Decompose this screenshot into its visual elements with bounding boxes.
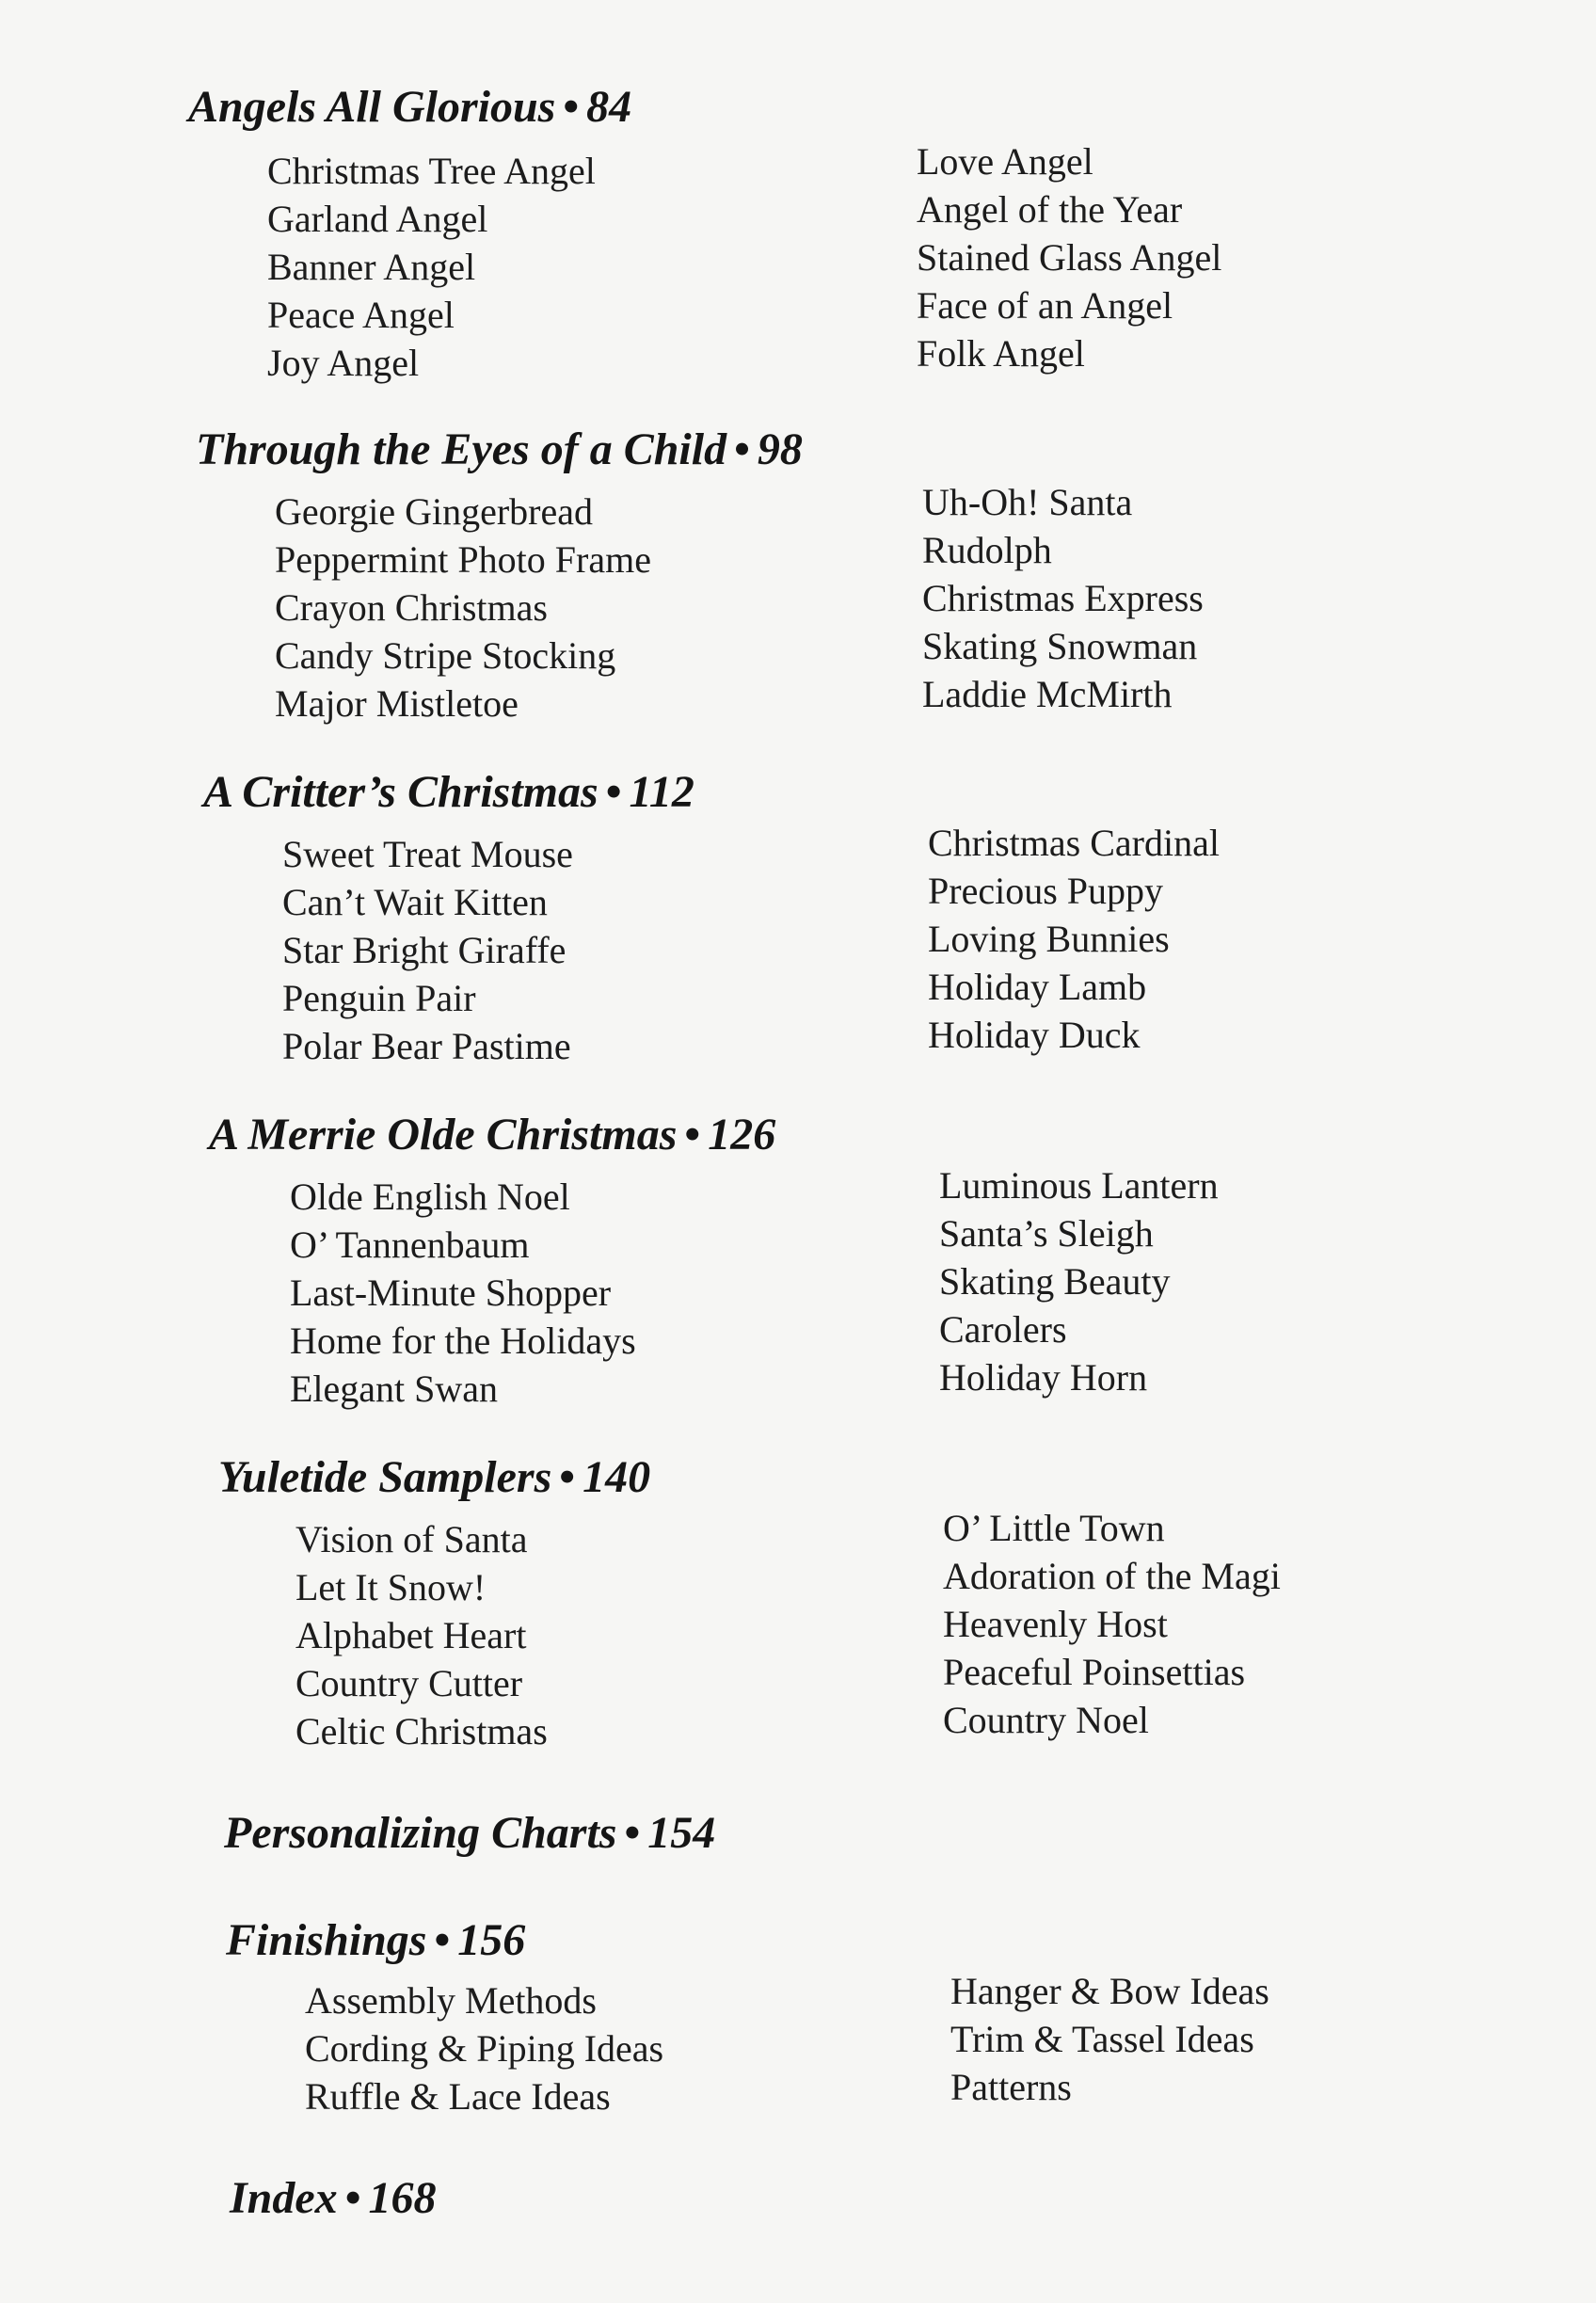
list-item: Star Bright Giraffe bbox=[282, 929, 567, 971]
list-item: Angel of the Year bbox=[917, 188, 1183, 231]
list-item: Love Angel bbox=[917, 140, 1093, 183]
section-heading[interactable] bbox=[203, 766, 694, 819]
list-item: Olde English Noel bbox=[290, 1175, 570, 1218]
section-title: Yuletide Samplers bbox=[218, 1452, 552, 1502]
right-item-list bbox=[943, 1504, 1281, 1744]
page-number: 156 bbox=[457, 1915, 526, 1965]
list-item: Adoration of the Magi bbox=[943, 1555, 1281, 1597]
list-item: Peppermint Photo Frame bbox=[275, 538, 651, 581]
list-item: Ruffle & Lace Ideas bbox=[305, 2075, 611, 2118]
list-item: Laddie McMirth bbox=[922, 673, 1173, 715]
list-item: Assembly Methods bbox=[305, 1979, 597, 2022]
section-title: A Merrie Olde Christmas bbox=[209, 1110, 678, 1159]
section-title: Through the Eyes of a Child bbox=[196, 424, 727, 474]
list-item: Trim & Tassel Ideas bbox=[950, 2018, 1254, 2060]
bullet-separator: • bbox=[559, 1452, 576, 1502]
section-heading[interactable] bbox=[230, 2172, 437, 2225]
list-item: Garland Angel bbox=[267, 198, 488, 240]
list-item: Christmas Cardinal bbox=[928, 822, 1220, 864]
page-number: 98 bbox=[757, 424, 803, 474]
section-heading[interactable] bbox=[196, 424, 803, 476]
list-item: Patterns bbox=[950, 2066, 1072, 2108]
list-item: Candy Stripe Stocking bbox=[275, 634, 616, 677]
list-item: Alphabet Heart bbox=[295, 1614, 527, 1656]
page-number: 112 bbox=[629, 767, 694, 817]
section-heading[interactable] bbox=[226, 1914, 525, 1967]
right-item-list bbox=[928, 819, 1220, 1059]
list-item: O’ Tannenbaum bbox=[290, 1223, 530, 1266]
section-title: A Critter’s Christmas bbox=[203, 767, 598, 817]
list-item: Polar Bear Pastime bbox=[282, 1025, 571, 1067]
list-item: Uh-Oh! Santa bbox=[922, 481, 1133, 523]
right-item-list bbox=[922, 478, 1204, 718]
list-item: Crayon Christmas bbox=[275, 586, 548, 629]
left-item-list bbox=[282, 830, 573, 1070]
bullet-separator: • bbox=[563, 82, 580, 132]
bullet-separator: • bbox=[434, 1915, 451, 1965]
left-item-list bbox=[295, 1515, 548, 1755]
bullet-separator: • bbox=[605, 767, 622, 817]
list-item: Elegant Swan bbox=[290, 1367, 499, 1410]
list-item: Vision of Santa bbox=[295, 1518, 528, 1560]
list-item: Penguin Pair bbox=[282, 977, 476, 1019]
section-title: Personalizing Charts bbox=[224, 1808, 617, 1858]
page-number: 126 bbox=[708, 1110, 776, 1159]
list-item: Can’t Wait Kitten bbox=[282, 881, 548, 923]
section-heading[interactable] bbox=[218, 1451, 650, 1504]
list-item: Skating Snowman bbox=[922, 625, 1198, 667]
list-item: Rudolph bbox=[922, 529, 1052, 571]
bullet-separator: • bbox=[684, 1110, 701, 1159]
list-item: Christmas Express bbox=[922, 577, 1204, 619]
section-title: Index bbox=[230, 2173, 338, 2223]
list-item: Celtic Christmas bbox=[295, 1710, 548, 1752]
list-item: Country Noel bbox=[943, 1699, 1149, 1741]
list-item: Major Mistletoe bbox=[275, 682, 519, 725]
section-heading[interactable] bbox=[224, 1807, 715, 1860]
list-item: Skating Beauty bbox=[939, 1260, 1171, 1303]
page-number: 154 bbox=[647, 1808, 716, 1858]
list-item: Folk Angel bbox=[917, 332, 1085, 375]
page-number: 168 bbox=[368, 2173, 437, 2223]
list-item: Loving Bunnies bbox=[928, 918, 1170, 960]
left-item-list bbox=[305, 1976, 663, 2120]
list-item: Holiday Lamb bbox=[928, 966, 1147, 1008]
list-item: O’ Little Town bbox=[943, 1507, 1165, 1549]
left-item-list bbox=[290, 1173, 636, 1413]
bullet-separator: • bbox=[734, 424, 750, 474]
page-number: 84 bbox=[586, 82, 632, 132]
list-item: Peace Angel bbox=[267, 294, 455, 336]
list-item: Let It Snow! bbox=[295, 1566, 487, 1608]
list-item: Heavenly Host bbox=[943, 1603, 1168, 1645]
list-item: Luminous Lantern bbox=[939, 1164, 1219, 1207]
left-item-list bbox=[275, 488, 651, 728]
section-heading[interactable] bbox=[209, 1109, 775, 1161]
list-item: Home for the Holidays bbox=[290, 1319, 636, 1362]
list-item: Precious Puppy bbox=[928, 870, 1163, 912]
list-item: Cording & Piping Ideas bbox=[305, 2027, 664, 2070]
right-item-list bbox=[917, 137, 1221, 377]
list-item: Peaceful Poinsettias bbox=[943, 1651, 1246, 1693]
list-item: Christmas Tree Angel bbox=[267, 150, 596, 192]
left-item-list bbox=[267, 147, 596, 387]
list-item: Banner Angel bbox=[267, 246, 476, 288]
section-title: Angels All Glorious bbox=[188, 82, 556, 132]
list-item: Holiday Horn bbox=[939, 1356, 1148, 1399]
section-title: Finishings bbox=[226, 1915, 427, 1965]
list-item: Hanger & Bow Ideas bbox=[950, 1970, 1269, 2012]
list-item: Holiday Duck bbox=[928, 1014, 1141, 1056]
page-number: 140 bbox=[583, 1452, 651, 1502]
list-item: Joy Angel bbox=[267, 342, 420, 384]
right-item-list bbox=[950, 1967, 1269, 2111]
list-item: Last-Minute Shopper bbox=[290, 1271, 612, 1314]
bullet-separator: • bbox=[344, 2173, 361, 2223]
list-item: Country Cutter bbox=[295, 1662, 523, 1704]
list-item: Stained Glass Angel bbox=[917, 236, 1222, 279]
list-item: Face of an Angel bbox=[917, 284, 1173, 327]
right-item-list bbox=[939, 1161, 1219, 1401]
list-item: Georgie Gingerbread bbox=[275, 490, 594, 533]
list-item: Carolers bbox=[939, 1308, 1067, 1351]
list-item: Sweet Treat Mouse bbox=[282, 833, 573, 875]
bullet-separator: • bbox=[624, 1808, 641, 1858]
list-item: Santa’s Sleigh bbox=[939, 1212, 1154, 1255]
section-heading[interactable] bbox=[188, 81, 631, 134]
